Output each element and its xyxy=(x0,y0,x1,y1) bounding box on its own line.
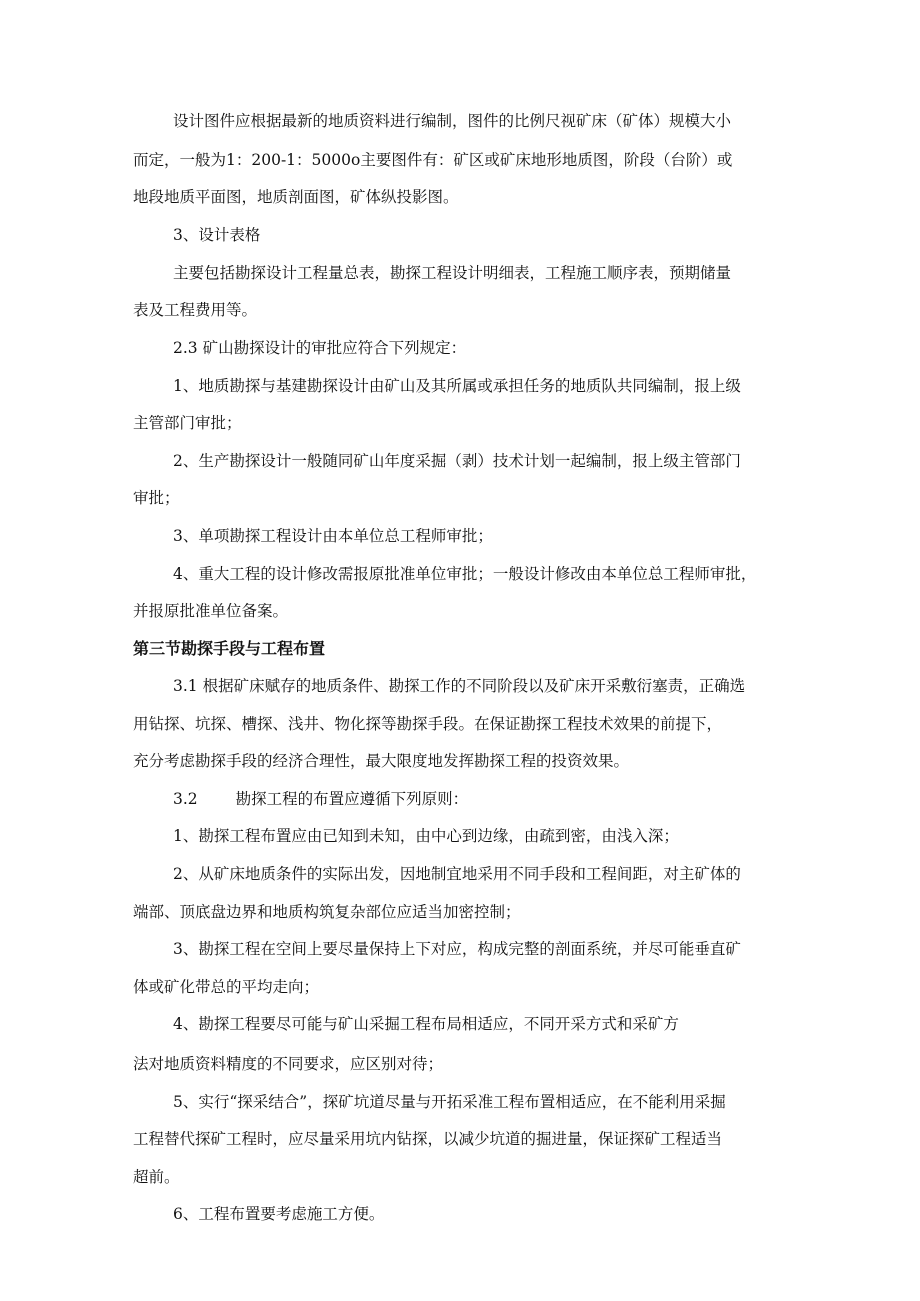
section-heading: 第三节勘探手段与工程布置 xyxy=(133,639,326,658)
paragraph-line: 超前。 xyxy=(133,1168,180,1186)
clause-number: 3.2 xyxy=(173,790,198,808)
list-item: 1、地质勘探与基建勘探设计由矿山及其所属或承担任务的地质队共同编制，报上级 xyxy=(173,377,741,395)
list-item: 2、从矿床地质条件的实际出发，因地制宜地采用不同手段和工程间距，对主矿体的 xyxy=(173,865,741,883)
list-item: 1、勘探工程布置应由已知到未知，由中心到边缘，由疏到密，由浅入深； xyxy=(173,827,679,845)
paragraph-line: 主管部门审批； xyxy=(133,414,242,432)
paragraph-line: 并报原批准单位备案。 xyxy=(133,602,289,620)
list-item: 2、生产勘探设计一般随同矿山年度采掘（剥）技术计划一起编制，报上级主管部门 xyxy=(173,452,741,470)
paragraph-line: 体或矿化带总的平均走向； xyxy=(133,978,320,996)
list-item: 3、勘探工程在空间上要尽量保持上下对应，构成完整的剖面系统，并尽可能垂直矿 xyxy=(173,940,741,958)
list-item: 4、勘探工程要尽可能与矿山采掘工程布局相适应，不同开采方式和采矿方 xyxy=(173,1015,679,1033)
list-item: 3、单项勘探工程设计由本单位总工程师审批； xyxy=(173,527,493,545)
clause-title: 2.3 矿山勘探设计的审批应符合下列规定： xyxy=(173,339,467,357)
paragraph-line: 而定，一般为1：200-1：5000o主要图件有：矿区或矿床地形地质图，阶段（台阶）或 xyxy=(133,151,733,169)
list-item: 4、重大工程的设计修改需报原批准单位审批；一般设计修改由本单位总工程师审批， xyxy=(173,565,757,583)
list-item: 6、工程布置要考虑施工方便。 xyxy=(173,1205,385,1223)
paragraph-line: 法对地质资料精度的不同要求，应区别对待； xyxy=(133,1055,444,1073)
paragraph-line: 主要包括勘探设计工程量总表，勘探工程设计明细表，工程施工顺序表，预期储量 xyxy=(173,264,732,282)
clause-title xyxy=(173,789,468,809)
clause-paragraph: 3.1 根据矿床赋存的地质条件、勘探工作的不同阶段以及矿床开采敷衍塞责，正确选 xyxy=(173,677,746,695)
section-item: 3、设计表格 xyxy=(173,226,261,244)
list-item: 5、实行“探采结合”，探矿坑道尽量与开拓采准工程布置相适应，在不能利用采掘 xyxy=(173,1093,726,1111)
paragraph-line: 用钻探、坑探、槽探、浅井、物化探等勘探手段。在保证勘探工程技术效果的前提下， xyxy=(133,715,723,733)
paragraph-line: 表及工程费用等。 xyxy=(133,301,258,319)
paragraph-line: 设计图件应根据最新的地质资料进行编制，图件的比例尺视矿床（矿体）规模大小 xyxy=(173,112,732,130)
clause-text: 勘探工程的布置应遵循下列原则： xyxy=(235,790,469,808)
paragraph-line: 工程替代探矿工程时，应尽量采用坑内钻探，以减少坑道的掘进量，保证探矿工程适当 xyxy=(133,1130,723,1148)
paragraph-line: 审批； xyxy=(133,489,180,507)
paragraph-line: 充分考虑勘探手段的经济合理性，最大限度地发挥勘探工程的投资效果。 xyxy=(133,752,630,770)
paragraph-line: 端部、顶底盘边界和地质构筑复杂部位应适当加密控制； xyxy=(133,903,521,921)
paragraph-line: 地段地质平面图，地质剖面图，矿体纵投影图。 xyxy=(133,188,459,206)
